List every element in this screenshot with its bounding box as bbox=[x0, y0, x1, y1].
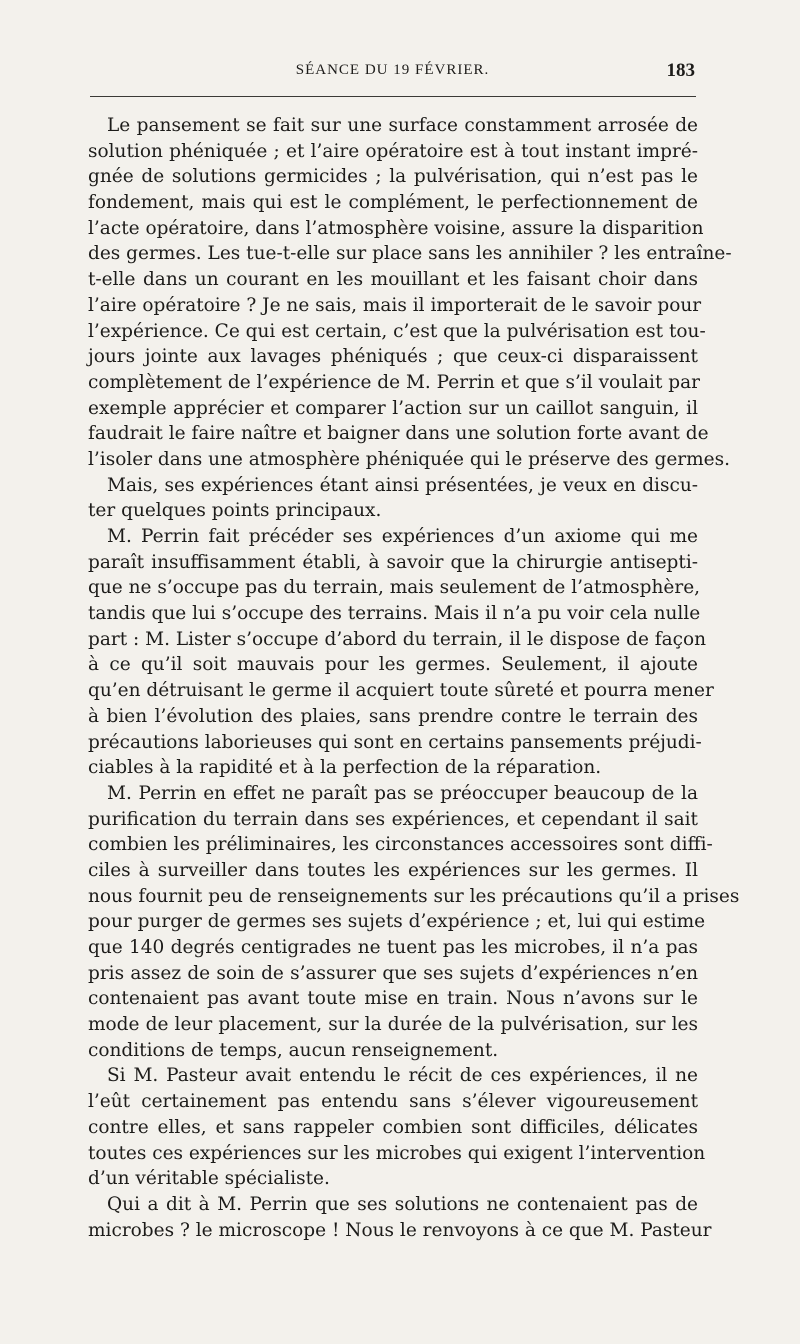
text-line: Mais, ses expériences étant ainsi présentées, je veux en discu- bbox=[107, 474, 698, 496]
text-line: des germes. Les tue-t-elle sur place sans les annihiler ? les entraîne- bbox=[88, 243, 732, 265]
text-line: conditions de temps, aucun renseignement. bbox=[88, 1039, 499, 1061]
text-line: tandis que lui s’occupe des terrains. Mais il n’a pu voir cela nulle bbox=[88, 603, 701, 625]
text-line: ciles à surveiller dans toutes les expériences sur les germes. Il bbox=[88, 859, 698, 881]
text-line: complètement de l’expérience de M. Perrin et que s’il voulait par bbox=[88, 371, 700, 393]
text-line: qu’en détruisant le germe il acquiert toute sûreté et pourra mener bbox=[88, 680, 714, 702]
text-line: l’eût certainement pas entendu sans s’élever vigoureusement bbox=[88, 1091, 698, 1113]
text-line: l’expérience. Ce qui est certain, c’est que la pulvérisation est tou- bbox=[88, 320, 706, 342]
text-line: ter quelques points principaux. bbox=[88, 500, 382, 522]
running-title: SÉANCE DU 19 FÉVRIER. bbox=[295, 62, 490, 78]
text-line: exemple apprécier et comparer l’action sur un caillot sanguin, il bbox=[88, 397, 698, 419]
text-line: toutes ces expériences sur les microbes qui exigent l’intervention bbox=[88, 1142, 706, 1164]
text-line: que ne s’occupe pas du terrain, mais seulement de l’atmosphère, bbox=[88, 577, 701, 599]
text-line: l’acte opératoire, dans l’atmosphère voisine, assure la disparition bbox=[88, 217, 704, 239]
text-line: pris assez de soin de s’assurer que ses sujets d’expériences n’en bbox=[88, 962, 698, 984]
text-line: M. Perrin fait précéder ses expériences d’un axiome qui me bbox=[107, 526, 698, 547]
text-line: Si M. Pasteur avait entendu le récit de ces expériences, il ne bbox=[107, 1065, 698, 1087]
text-line: M. Perrin en effet ne paraît pas se préoccuper beaucoup de la bbox=[107, 782, 698, 804]
text-line: mode de leur placement, sur la durée de la pulvérisation, sur les bbox=[88, 1014, 698, 1036]
text-line: paraît insuffisamment établi, à savoir que la chirurgie antisepti- bbox=[88, 551, 698, 573]
text-line: l’isoler dans une atmosphère phéniquée qui le préserve des germes. bbox=[88, 448, 731, 470]
text-line: à ce qu’il soit mauvais pour les germes. Seulement, il ajoute bbox=[88, 654, 698, 676]
text-line: microbes ? le microscope ! Nous le renvoyons à ce que M. Pasteur bbox=[88, 1219, 712, 1241]
text-line: faudrait le faire naître et baigner dans une solution forte avant de bbox=[88, 423, 709, 445]
text-line: nous fournit peu de renseignements sur les précautions qu’il a prises bbox=[88, 885, 740, 907]
text-line: combien les préliminaires, les circonstances accessoires sont diffi- bbox=[88, 834, 713, 856]
text-line: ciables à la rapidité et à la perfection de la réparation. bbox=[88, 757, 602, 779]
text-line: gnée de solutions germicides ; la pulvérisation, qui n’est pas le bbox=[88, 166, 698, 188]
text-line: pour purger de germes ses sujets d’expérience ; et, lui qui estime bbox=[88, 911, 706, 933]
body-text bbox=[88, 113, 740, 1243]
text-line: contenaient pas avant toute mise en train. Nous n’avons sur le bbox=[88, 988, 698, 1010]
text-line: purification du terrain dans ses expériences, et cependant il sait bbox=[88, 808, 698, 830]
page-number: 183 bbox=[666, 60, 695, 81]
text-line: Qui a dit à M. Perrin que ses solutions ne contenaient pas de bbox=[107, 1193, 698, 1215]
text-line: jours jointe aux lavages phéniqués ; que ceux-ci disparaissent bbox=[88, 346, 698, 368]
text-line: d’un véritable spécialiste. bbox=[88, 1168, 330, 1190]
text-line: précautions laborieuses qui sont en certains pansements préjudi- bbox=[88, 731, 702, 753]
text-line: l’aire opératoire ? Je ne sais, mais il importerait de le savoir pour bbox=[88, 294, 702, 316]
text-line: que 140 degrés centigrades ne tuent pas les microbes, il n’a pas bbox=[88, 937, 698, 958]
text-line: part : M. Lister s’occupe d’abord du terrain, il le dispose de façon bbox=[88, 628, 707, 650]
text-line: contre elles, et sans rappeler combien sont difficiles, délicates bbox=[88, 1116, 698, 1138]
text-line: t-elle dans un courant en les mouillant et les faisant choir dans bbox=[88, 269, 698, 291]
text-line: à bien l’évolution des plaies, sans prendre contre le terrain des bbox=[88, 705, 698, 727]
text-line: solution phéniquée ; et l’aire opératoire est à tout instant impré- bbox=[88, 140, 698, 162]
header-rule bbox=[90, 96, 696, 97]
text-line: Le pansement se fait sur une surface constamment arrosée de bbox=[107, 115, 698, 136]
running-head bbox=[90, 62, 695, 84]
text-line: fondement, mais qui est le complément, le perfectionnement de bbox=[88, 192, 698, 214]
